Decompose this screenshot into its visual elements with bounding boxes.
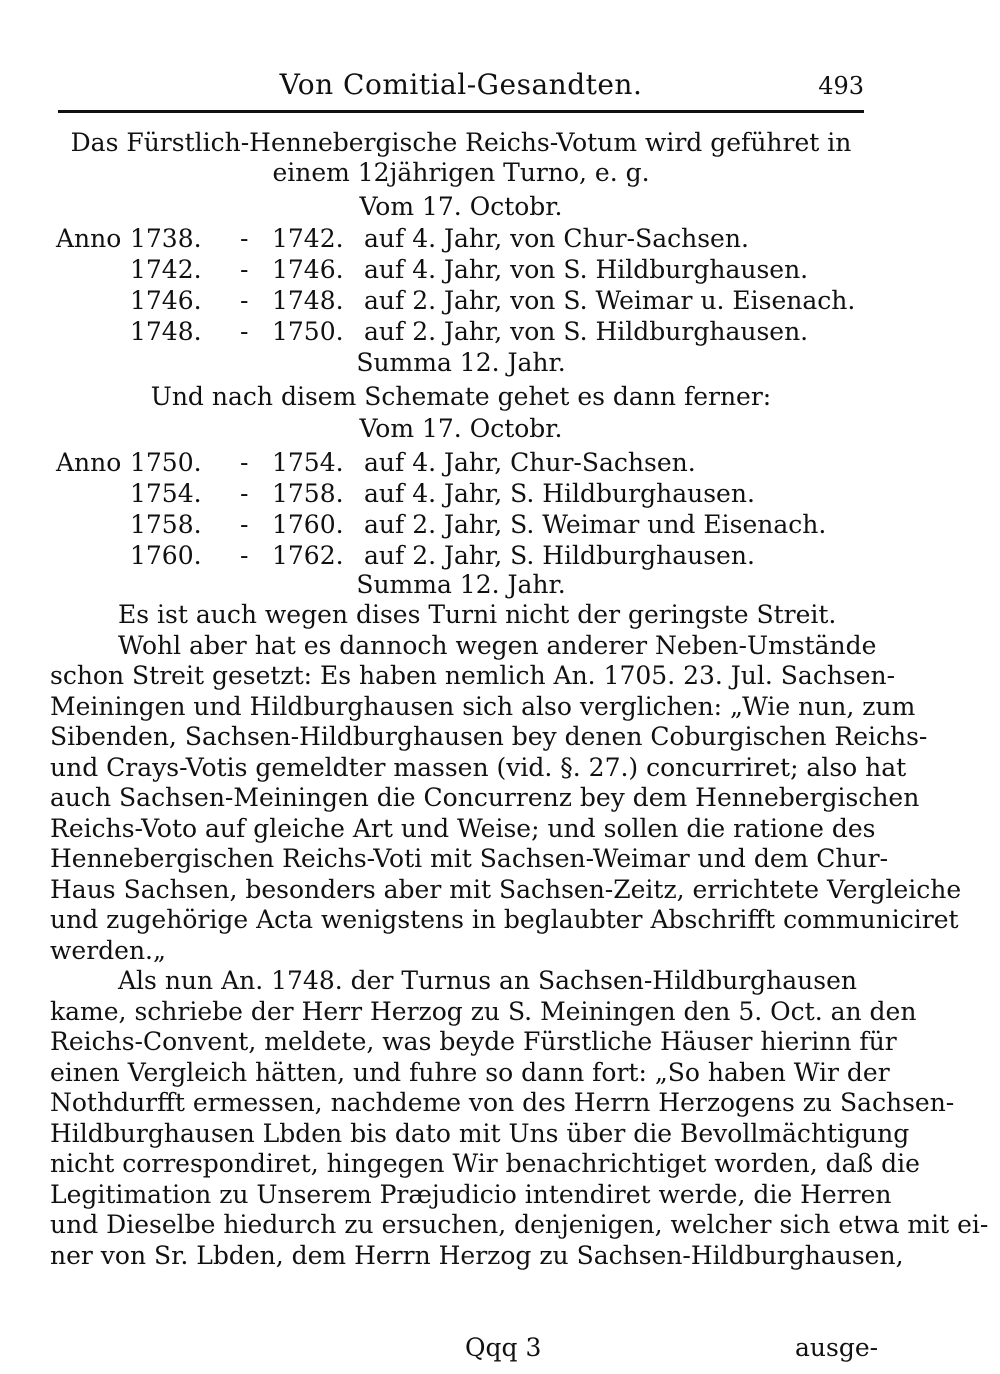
intro-line-2: einem 12jährigen Turno, e. g. (272, 158, 650, 187)
table-row (50, 479, 864, 509)
text-line: Es ist auch wegen dises Turni nicht der geringste Streit. (118, 600, 837, 629)
table-row (50, 317, 864, 347)
year-from: 1738. (130, 224, 202, 253)
dash: - (240, 286, 249, 315)
text-line: ner von Sr. Lbden, dem Herrn Herzog zu Sachsen-Hildburghausen, (50, 1240, 904, 1270)
year-from: 1750. (130, 448, 202, 477)
text-line: werden.„ (50, 935, 166, 965)
text-line: und zugehörige Acta wenigstens in beglaubter Abschrifft communiciret (50, 905, 959, 934)
intro-line-1: Das Fürstlich-Hennebergische Reichs-Votum wird geführet in (70, 128, 852, 157)
year-to: 1746. (272, 255, 344, 284)
anno-label: Anno (56, 224, 122, 253)
year-from: 1746. (130, 286, 202, 315)
year-to: 1760. (272, 510, 344, 539)
dash: - (240, 510, 249, 539)
turnus-holder: auf 2. Jahr, von S. Hildburghausen. (364, 317, 809, 346)
year-to: 1758. (272, 479, 344, 508)
date-heading-1: Vom 17. Octobr. (359, 192, 563, 221)
text-line: nicht correspondiret, hingegen Wir benachrichtiget worden, daß die (50, 1149, 920, 1178)
text-line: Als nun An. 1748. der Turnus an Sachsen-Hildburghausen (118, 966, 857, 995)
turnus-holder: auf 2. Jahr, S. Weimar und Eisenach. (364, 510, 827, 539)
signature-mark: Qqq 3 (465, 1333, 542, 1362)
anno-label: Anno (56, 448, 122, 477)
year-to: 1748. (272, 286, 344, 315)
text-line: kame, schriebe der Herr Herzog zu S. Meiningen den 5. Oct. an den (50, 996, 917, 1026)
table-row (50, 286, 864, 316)
year-from: 1748. (130, 317, 202, 346)
dash: - (240, 224, 249, 253)
year-from: 1754. (130, 479, 202, 508)
catchword: ausge- (795, 1333, 879, 1362)
text-line: Sibenden, Sachsen-Hildburghausen bey denen Coburgischen Reichs- (50, 722, 928, 751)
text-line: und Crays-Votis gemeldter massen (vid. §. 27.) concurriret; also hat (50, 752, 907, 782)
page-header (58, 68, 864, 108)
text-line: Reichs-Voto auf gleiche Art und Weise; und sollen die ratione des (50, 813, 876, 843)
summa-2: Summa 12. Jahr. (356, 570, 566, 599)
year-to: 1754. (272, 448, 344, 477)
dash: - (240, 541, 249, 570)
turnus-holder: auf 4. Jahr, Chur-Sachsen. (364, 448, 696, 477)
year-to: 1742. (272, 224, 344, 253)
year-to: 1762. (272, 541, 344, 570)
text-line: Wohl aber hat es dannoch wegen anderer Neben-Umstände (118, 630, 877, 660)
turnus-holder: auf 2. Jahr, von S. Weimar u. Eisenach. (364, 286, 856, 315)
running-title: Von Comitial-Gesandten. (279, 68, 643, 101)
table-row (50, 541, 864, 571)
turnus-holder: auf 2. Jahr, S. Hildburghausen. (364, 541, 755, 570)
year-to: 1750. (272, 317, 344, 346)
header-rule (58, 110, 864, 113)
text-line: Hildburghausen Lbden bis dato mit Uns über die Bevollmächtigung (50, 1118, 910, 1148)
dash: - (240, 255, 249, 284)
text-line: Meiningen und Hildburghausen sich also verglichen: „Wie nun, zum (50, 691, 916, 721)
year-from: 1742. (130, 255, 202, 284)
table-row (50, 448, 864, 478)
text-line: schon Streit gesetzt: Es haben nemlich An. 1705. 23. Jul. Sachsen- (50, 661, 896, 690)
text-line: Haus Sachsen, besonders aber mit Sachsen-Zeitz, errichtete Vergleiche (50, 874, 962, 904)
text-line: und Dieselbe hiedurch zu ersuchen, denjenigen, welcher sich etwa mit ei- (50, 1210, 989, 1239)
dash: - (240, 479, 249, 508)
text-line: Legitimation zu Unserem Præjudicio intendiret werde, die Herren (50, 1179, 892, 1209)
year-from: 1758. (130, 510, 202, 539)
text-line: auch Sachsen-Meiningen die Concurrenz bey dem Hennebergischen (50, 783, 920, 812)
text-line: einen Vergleich hätten, und fuhre so dann fort: „So haben Wir der (50, 1057, 890, 1087)
dash: - (240, 448, 249, 477)
body-text (50, 600, 989, 1271)
summa-1: Summa 12. Jahr. (356, 348, 566, 377)
turnus-holder: auf 4. Jahr, von Chur-Sachsen. (364, 224, 749, 253)
text-line: Nothdurfft ermessen, nachdeme von des Herrn Herzogens zu Sachsen- (50, 1088, 955, 1117)
text-line: Reichs-Convent, meldete, was beyde Fürstliche Häuser hierinn für (50, 1027, 897, 1056)
turnus-holder: auf 4. Jahr, S. Hildburghausen. (364, 479, 755, 508)
date-heading-2: Vom 17. Octobr. (359, 414, 563, 443)
text-line: Hennebergischen Reichs-Voti mit Sachsen-Weimar und dem Chur- (50, 844, 889, 873)
turnus-holder: auf 4. Jahr, von S. Hildburghausen. (364, 255, 809, 284)
dash: - (240, 317, 249, 346)
schema-line: Und nach disem Schemate gehet es dann ferner: (150, 382, 772, 411)
table-row (50, 224, 864, 254)
page-number: 493 (818, 72, 864, 100)
year-from: 1760. (130, 541, 202, 570)
table-row (50, 510, 864, 540)
table-row (50, 255, 864, 285)
